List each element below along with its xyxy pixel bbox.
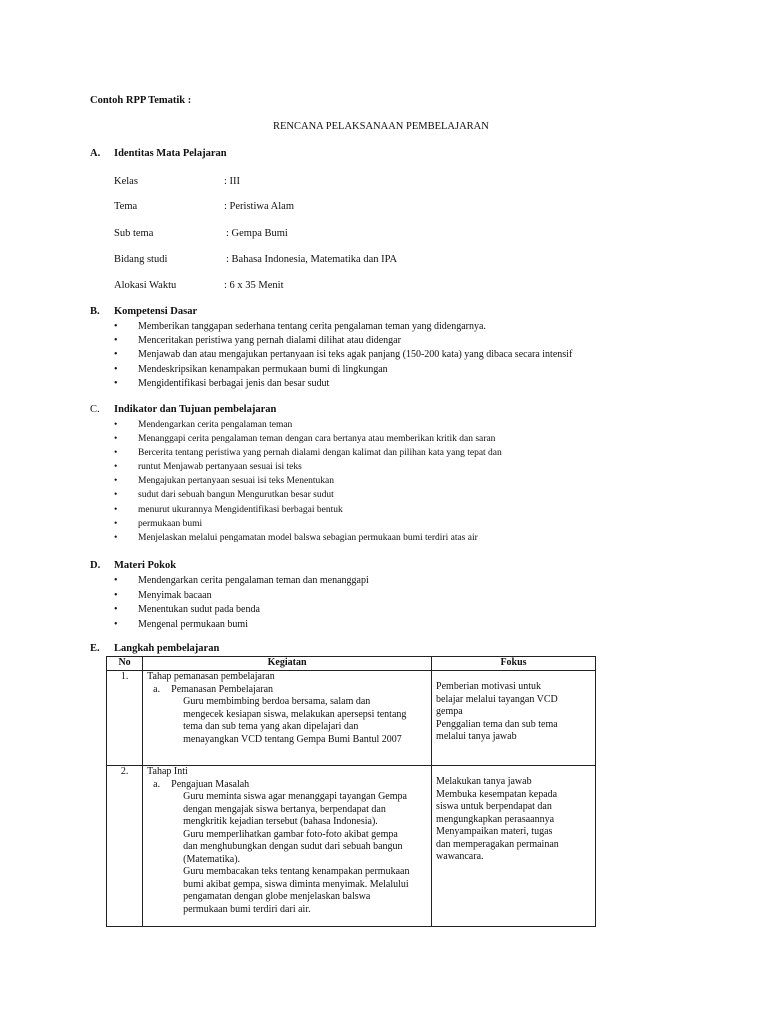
list-item: • menurut ukurannya Mengidentifikasi berbagai bentuk [114,503,502,517]
bullet-icon: • [114,448,118,459]
list-item: • Bercerita tentang peristiwa yang pernah dialami dengan kalimat dan pilihan kata yang tepat dan [114,446,502,460]
kompetensi-dasar-list [114,320,572,391]
alokasi-waktu-value: : 6 x 35 Menit [224,280,284,291]
list-item: • Menentukan sudut pada benda [114,603,369,618]
sub-step-title: Pengajuan Masalah [171,778,250,790]
sub-step-letter: a. [153,778,161,790]
sub-step [147,779,427,792]
row-number: 1. [107,671,143,766]
document-title: RENCANA PELAKSANAAN PEMBELAJARAN [273,121,489,132]
bullet-icon: • [114,462,118,473]
materi-pokok-list [114,574,369,632]
sub-step [147,684,427,697]
list-item: • Menjawab dan atau mengajukan pertanyaan isi teks agak panjang (150-200 kata) yang dibaca secara intensif [114,348,572,362]
list-item: • runtut Menjawab pertanyaan sesuai isi teks [114,460,502,474]
sub-step-letter: a. [153,683,161,695]
table-header-row [107,657,596,671]
bullet-icon: • [114,618,118,630]
section-c-title: Indikator dan Tujuan pembelajaran [114,404,277,415]
section-e-letter: E. [90,643,100,654]
list-item: • Mengenal permukaan bumi [114,618,369,633]
section-d-letter: D. [90,560,101,571]
bullet-icon: • [114,420,118,430]
stage-title: Tahap pemanasan pembelajaran [147,671,275,682]
row-number: 2. [107,766,143,927]
bidang-studi-value: : Bahasa Indonesia, Matematika dan IPA [226,254,398,265]
bullet-icon: • [114,476,118,487]
bullet-icon: • [114,349,118,361]
stage-title: Tahap Inti [147,766,188,777]
list-item: • Mendengarkan cerita pengalaman teman dan menanggapi [114,574,369,589]
list-item: • Menjelaskan melalui pengamatan model balswa sebagian permukaan bumi terdiri atas air [114,531,502,545]
section-c-letter: C. [90,404,100,415]
list-item: • Memberikan tanggapan sederhana tentang cerita pengalaman teman yang didengarnya. [114,320,572,334]
list-item: • permukaan bumi [114,517,502,531]
column-header-fokus: Fokus [432,657,596,671]
kelas-value: : III [224,176,241,187]
list-item: • Mendengarkan cerita pengalaman teman [114,418,502,432]
bullet-icon: • [114,575,118,586]
bullet-icon: • [114,363,118,375]
list-item: • Menyimak bacaan [114,589,369,604]
sub-tema-value: : Gempa Bumi [226,228,288,239]
bullet-icon: • [114,518,118,529]
bullet-icon: • [114,434,118,445]
langkah-pembelajaran-table [106,656,596,927]
list-item: • sudut dari sebuah bangun Mengurutkan besar sudut [114,488,502,502]
list-item: • Mengidentifikasi berbagai jenis dan besar sudut [114,377,572,391]
kelas-label: Kelas [114,176,138,187]
fokus-cell: Melakukan tanya jawab Membuka kesempatan kepada siswa untuk berpendapat dan mengungkapkan perasaannya Menyampaikan materi, tugas dan memperagakan permainan wawancara. [432,766,596,927]
activity-text: Guru meminta siswa agar menanggapi tayangan Gempa dengan mengajak siswa bertanya, berpendapat dan mengkritik kejadian tersebut (bahasa Indonesia). Guru memperlihatkan gambar foto-foto akibat gempa dan menghubungkan dengan sudut dari sebuah bangun (Matematika). Guru membacakan teks tentang kenampakan permukaan bumi akibat gempa, siswa diminta menyimak. Melalului pengamatan dengan globe menjelaskan balswa permukaan bumi terdiri dari air. [183,791,410,915]
column-header-kegiatan: Kegiatan [143,657,432,671]
bullet-icon: • [114,490,118,501]
section-b-letter: B. [90,306,100,317]
kegiatan-cell [143,766,432,927]
tema-value: : Peristiwa Alam [224,201,294,212]
list-item: • Mengajukan pertanyaan sesuai isi teks Menentukan [114,474,502,488]
list-item: • Mendeskripsikan kenampakan permukaan bumi di lingkungan [114,363,572,377]
fokus-cell: Pemberian motivasi untuk belajar melalui tayangan VCD gempa Penggalian tema dan sub tema melalui tanya jawab [432,671,596,766]
bidang-studi-label: Bidang studi [114,254,168,265]
activity-text: Guru membimbing berdoa bersama, salam dan mengecek kesiapan siswa, melakukan apersepsi tentang tema dan sub tema yang akan dipelajari dan menayangkan VCD tentang Gempa Bumi Bantul 2007 [183,696,407,745]
table-row [107,766,596,927]
section-a-title: Identitas Mata Pelajaran [114,148,227,159]
section-a-letter: A. [90,148,101,159]
alokasi-waktu-label: Alokasi Waktu [114,280,177,291]
column-header-no: No [107,657,143,671]
document-heading: Contoh RPP Tematik : [90,95,192,106]
section-b-title: Kompetensi Dasar [114,306,198,317]
section-d-title: Materi Pokok [114,560,177,571]
table-row [107,671,596,766]
kegiatan-cell [143,671,432,766]
sub-step-title: Pemanasan Pembelajaran [171,683,274,695]
sub-tema-label: Sub tema [114,228,154,239]
bullet-icon: • [114,377,118,389]
bullet-icon: • [114,335,118,347]
indikator-list [114,418,502,545]
bullet-icon: • [114,604,118,615]
tema-label: Tema [114,201,138,212]
bullet-icon: • [114,532,118,543]
bullet-icon: • [114,589,118,601]
list-item: • Menceritakan peristiwa yang pernah dialami dilihat atau didengar [114,334,572,348]
section-e-title: Langkah pembelajaran [114,643,220,654]
bullet-icon: • [114,321,118,332]
list-item: • Menanggapi cerita pengalaman teman dengan cara bertanya atau memberikan kritik dan saran [114,432,502,446]
bullet-icon: • [114,504,118,515]
